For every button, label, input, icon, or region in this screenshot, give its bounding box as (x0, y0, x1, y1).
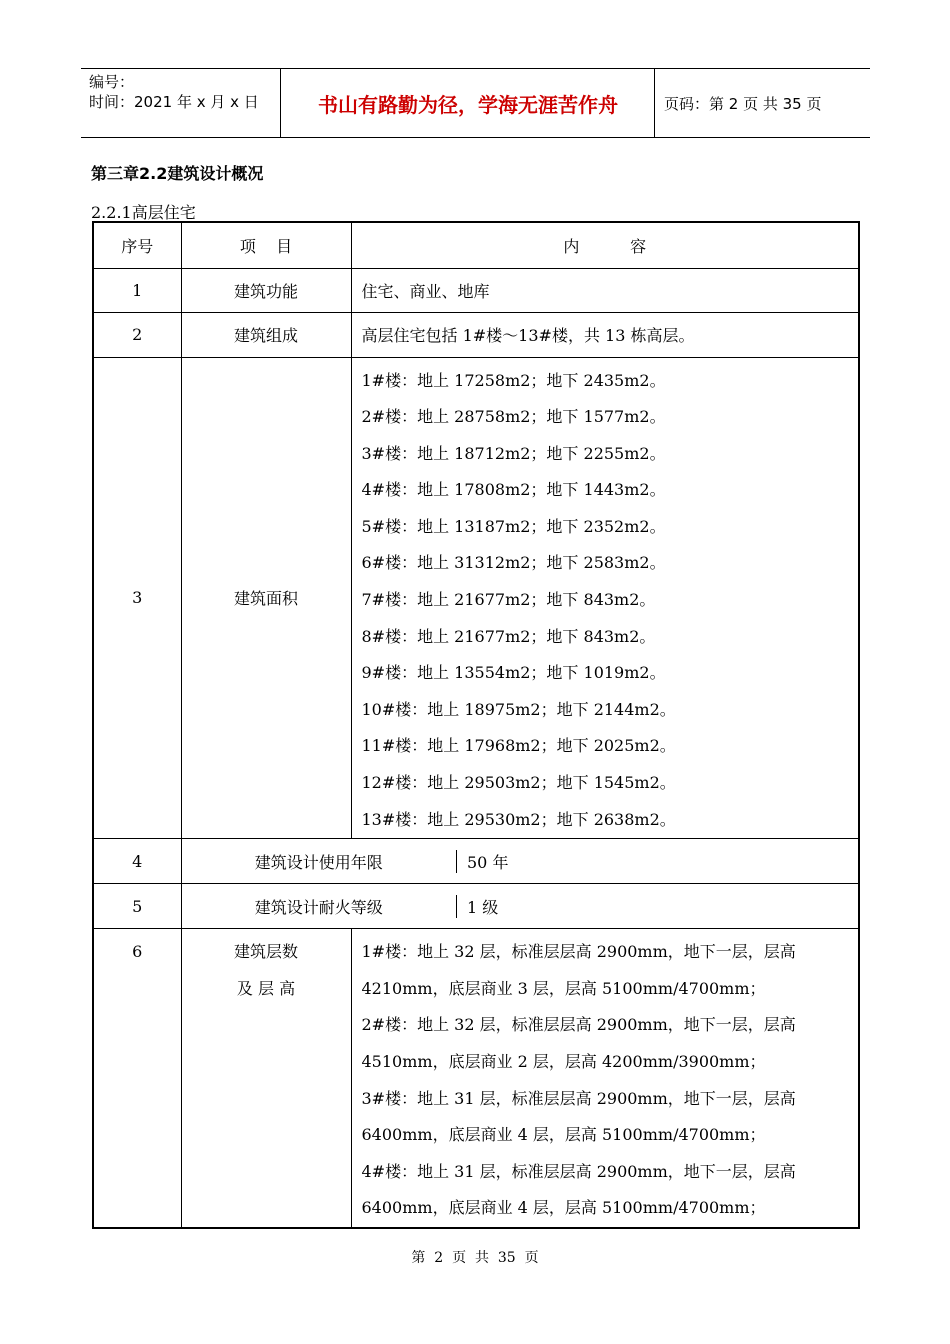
table-row (93, 357, 859, 839)
row-no: 4 (93, 839, 181, 884)
floor-line: 6400mm，底层商业 4 层，层高 5100mm/4700mm； (361, 1198, 766, 1218)
floor-line: 2#楼：地上 32 层，标准层层高 2900mm，地下一层，层高 (361, 1015, 796, 1035)
row-item: 建筑面积 (181, 357, 351, 839)
header-page-info: 页码：第 2 页 共 35 页 (664, 94, 822, 113)
row-content: 高层住宅包括 1#楼～13#楼，共 13 栋高层。 (351, 312, 859, 357)
table-row (93, 312, 859, 357)
row-item: 建筑功能 (181, 268, 351, 312)
area-line: 2#楼：地上 28758m2；地下 1577m2。 (361, 407, 666, 427)
area-line: 7#楼：地上 21677m2；地下 843m2。 (361, 590, 656, 610)
area-line: 9#楼：地上 13554m2；地下 1019m2。 (361, 663, 666, 683)
row-item: 建筑层数 及 层 高 (181, 929, 351, 1228)
header-content: 内 容 (351, 222, 859, 268)
table-row (93, 884, 859, 929)
header-item: 项 目 (181, 222, 351, 268)
row-no: 1 (93, 268, 181, 312)
document-time: 时间：2021 年 x 月 x 日 (89, 93, 259, 111)
area-line: 5#楼：地上 13187m2；地下 2352m2。 (361, 516, 666, 536)
row-no: 5 (93, 884, 181, 929)
area-line: 6#楼：地上 31312m2；地下 2583m2。 (361, 553, 666, 573)
floor-line: 1#楼：地上 32 层，标准层层高 2900mm，地下一层，层高 (361, 942, 796, 962)
floor-line: 3#楼：地上 31 层，标准层层高 2900mm，地下一层，层高 (361, 1088, 796, 1108)
page-header (81, 68, 870, 138)
header-motto: 书山有路勤为径，学海无涯苦作舟 (282, 69, 655, 137)
row-content: 50 年 (467, 852, 509, 872)
table-row (93, 929, 859, 1228)
table-row (93, 839, 859, 884)
row-item: 建筑组成 (181, 312, 351, 357)
page-footer: 第 2 页 共 35 页 (411, 1250, 539, 1266)
area-line: 10#楼：地上 18975m2；地下 2144m2。 (361, 699, 676, 719)
area-line: 11#楼：地上 17968m2；地下 2025m2。 (361, 736, 676, 756)
row-content (351, 357, 859, 839)
floor-line: 4210mm，底层商业 3 层，层高 5100mm/4700mm； (361, 978, 766, 998)
row-content: 住宅、商业、地库 (351, 268, 859, 312)
row-content: 1 级 (467, 897, 499, 917)
section-title: 第三章2.2建筑设计概况 (91, 164, 264, 183)
building-overview-table (92, 221, 860, 1229)
row-item: 建筑设计耐火等级 (182, 895, 457, 918)
floor-line: 4510mm，底层商业 2 层，层高 4200mm/3900mm； (361, 1052, 766, 1071)
table-header-row (93, 222, 859, 268)
row-no: 3 (93, 357, 181, 839)
subsection-title: 2.2.1高层住宅 (91, 203, 196, 222)
row-no: 2 (93, 312, 181, 357)
row-no: 6 (93, 929, 181, 1228)
document-number: 编号： (89, 73, 135, 91)
header-no: 序号 (93, 222, 181, 268)
area-line: 1#楼：地上 17258m2；地下 2435m2。 (361, 370, 666, 390)
row-content (351, 929, 859, 1228)
header-meta (81, 69, 281, 137)
area-line: 4#楼：地上 17808m2；地下 1443m2。 (361, 480, 666, 500)
area-line: 13#楼：地上 29530m2；地下 2638m2。 (361, 809, 676, 829)
floor-line: 6400mm，底层商业 4 层，层高 5100mm/4700mm； (361, 1125, 766, 1145)
area-line: 3#楼：地上 18712m2；地下 2255m2。 (361, 443, 666, 463)
area-line: 8#楼：地上 21677m2；地下 843m2。 (361, 626, 656, 646)
table-row (93, 268, 859, 312)
floor-line: 4#楼：地上 31 层，标准层层高 2900mm，地下一层，层高 (361, 1161, 796, 1181)
area-line: 12#楼：地上 29503m2；地下 1545m2。 (361, 773, 676, 793)
row-item: 建筑设计使用年限 (182, 850, 457, 873)
